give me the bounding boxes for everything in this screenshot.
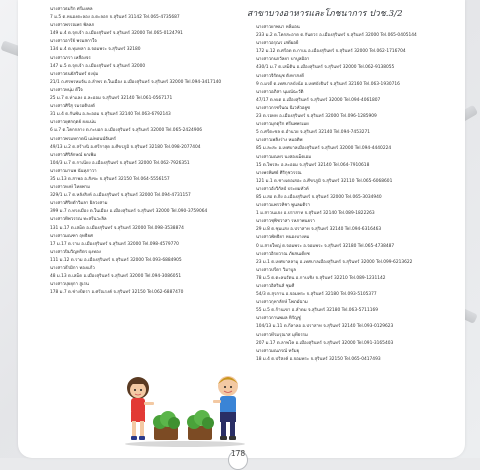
- entry-address: 134 ม.4 ต.ทุมหลา อ.จอมพระ จ.สุรินทร์ 32180: [50, 47, 141, 53]
- entry-address: 49/13 ม.2 ต.สร้างนิ อ.ศรีกาสุด อ.ศีขรภูมิ จ.สุรินทร์ 32180 Tel.098-2077404: [50, 144, 201, 150]
- page-number-badge: [228, 450, 248, 470]
- entry-address: 85 ม.สอ ต.ยิ่ง อ.เมืองสุรินทร์ จ.สุรินทร์ 32000 Tel.065-3034940: [256, 194, 382, 200]
- entry-address: 233 ม.2 ต.โคกสะอาด ต.กันตวร อ.เมืองสุรินทร์ จ.สุรินทร์ 32000 Tel.065-0405144: [256, 33, 417, 39]
- entry-name: นางสาวศิริลักษณ์ ยกเพิ่ม: [50, 152, 97, 158]
- entry-address: 18 ม.4 ต.ปริสงค์ อ.จอมพระ จ.สุรินทร์ 32150 Tel.065-0417493: [256, 356, 381, 362]
- entry-name: นางสาวปรีดา วิมาบูล: [256, 267, 296, 273]
- entry-name: นางสาวพัทธิยา หนองบางทม: [256, 235, 310, 241]
- entry-name: นางสาวมุกตุริก ศรีนพพรเมย: [256, 122, 309, 128]
- entry-address: 121 ม.1 ต.ชางเดอเสอะ อ.ศีขรภูมิ จ.สุรินทร์ 32110 Tel.065-6068601: [256, 178, 393, 184]
- entry-name: นางสาวหนุ่ม ดีใจ: [50, 87, 83, 93]
- entry-name: นางสาวศิริยตำวิมลา ผิลวงสาม: [50, 201, 108, 207]
- entry-address: 1 ม.สาวนแจง อ.ปราสาท จ.สุรินทร์ 32140 Tel.089-1822263: [256, 211, 375, 217]
- plant-pots: [153, 410, 214, 440]
- entry-address: 329/1 ม.7 ต.หลังสิงห์ อ.เมืองสุรินทร์ จ.สุรินทร์ 32000 Tel.094-4731157: [50, 193, 191, 199]
- entry-name: นางสาวธมริก ศรีมงคล: [50, 7, 93, 12]
- entry-name: นางสาวกุหาลักษ์ โพภมัฉาม: [256, 300, 308, 306]
- right-column: [256, 24, 480, 364]
- entry-address: 23 ม.1 ต.เทศบาลลามุ อ.เทศบาลเมืองสุรินทร์ จ.สุรินทร์ 32000 Tel.099-6213622: [256, 259, 413, 265]
- entry-name: นางสาวอรุณร เสดีผอยี: [256, 41, 299, 47]
- page-number: 178: [230, 449, 246, 458]
- document-page: [18, 0, 465, 458]
- entry-address: 21/1 ถ.ศรพรหมจัน อ.ลำพร ต.ในเมือง อ.เมืองสุรินทร์ จ.สุรินทร์ 32000 Tel.094-3417140: [50, 79, 222, 85]
- entry-name: นางสาวทิพวรรณ ทะสรีนวะลิล: [50, 217, 107, 223]
- entry-name: นางสาวพรรณพร พัลลภ: [50, 23, 95, 29]
- entry-address: 78 ม.5 ต.ตะลนรัตน อ.กาบเชิง จ.สุรินทร์ 32210 Tel.089-1231142: [256, 275, 386, 281]
- entry-address: 47/17 ต.ทเต อ.เมืองสุรินทร์ จ.สุรินทร์ 32000 Tel.094-4061807: [256, 97, 381, 103]
- entry-address: 6 ม.7 ต.โคกกลาง ต.กะบอก อ.เมืองสุรินทร์ จ.สุรินทร์ 32000 Tel.065-2424906: [50, 128, 203, 134]
- entry-name: นางสาวมณฑา ฤทธิยศ: [50, 233, 93, 239]
- entry-address: 17 ม.17 ต.ราม อ.เมืองสุรินทร์ จ.สุรินทร์ 32000 Tel.098-4579770: [50, 241, 179, 247]
- entry-name: นางสาวภรา เหลืองจร: [50, 55, 91, 61]
- entry-address: 104/13 ม.11 ต.กีลาลอ อ.ปราสาท จ.สุรินทร์ 32140 Tel.093-0129623: [256, 324, 394, 330]
- entry-name: นางสาวแพรวทิชา พูนลมดิรา: [256, 203, 311, 209]
- entry-address: 430/1 ม.7 ต.เสม็ดิน อ.เมืองสุรินทร์ จ.สุรินทร์ 32000 Tel.062-9138055: [256, 65, 395, 71]
- entry-name: นางสาวกานพมล หิรัญชู่: [256, 316, 301, 322]
- entry-address: 131 ม.17 ต.เสม็ด อ.เมืองสุรินทร์ จ.สุรินทร์ 32000 Tel.098-3538874: [50, 225, 184, 231]
- entry-address: 147 ม.5 ต.จุกเจ้า อ.เมืองสุรินทร์ จ.สุรินทร์ 32000: [50, 63, 146, 69]
- entry-address: 54/3 ต.สุรกาน อ.จอมพระ จ.สุรินทร์ 32180 Tel.093-5105377: [256, 292, 377, 298]
- entry-address: 9 ถ.มรดี ต.เทศบาลบังน้อ อ.เทศบังธินร์ จ.สุรินทร์ 32160 Tel.063-1930716: [256, 81, 400, 87]
- left-column: [50, 6, 240, 297]
- entry-name: นางสาวอิสรินส์ ชุมศี: [256, 284, 295, 289]
- entry-name: นางสาวมานพ นันทุภาวา: [50, 168, 97, 174]
- entry-address: 55 ม.5 ต.ก้านเขา อ.ลำดม จ.สุรินทร์ 32180 Tel.063-5711169: [256, 308, 378, 314]
- entry-name: นางสาวมณภรณ์ ทรัมยุ: [256, 348, 300, 354]
- entry-name: นางสาวจิรัดนุช ตังหาสงดี: [256, 73, 304, 79]
- girl-figure: [127, 377, 154, 440]
- entry-address: 35 ม.13 ต.สาพอ อ.สังขะ จ.สุรินทร์ 32150 Tel.064-5556157: [50, 176, 170, 182]
- entry-address: 48 ม.13 ต.เสม็ด อ.เมืองสุรินทร์ จ.สุรินทร์ 32000 Tel.094-3086051: [50, 274, 182, 280]
- entry-name: นางพรพิเศย์ ศิริกุชวรรณ: [256, 170, 302, 176]
- entry-name: นางสาวธนยัสวินทร์ ธงปุ่ม: [50, 71, 99, 77]
- entry-address: 29 ม.8 ต.ชุมแสง อ.ปราสาท จ.สุรินทร์ 32140 Tel.094-6316463: [256, 227, 382, 233]
- entry-name: นางสาวพรมหกาดนี่ แม่หอนน์จันทร์: [50, 136, 117, 142]
- entry-address: 0 ม.สายใหญ่ ต.จอมพระ อ.จอมพระ จ.สุรินทร์ 32180 Tel.065-4738487: [256, 243, 395, 249]
- entry-address: 85 ม.ละสะ อ.เทศบาลเมืองสุรินทร์ จ.สุรินทร์ 32000 Tel.094-4440224: [256, 146, 392, 152]
- entry-name: นางสาวทีรมรุณาส มุที่ธรรม: [256, 332, 308, 338]
- entry-name: นางสาวปิมวิญหริตร ผุงทอง: [50, 249, 101, 255]
- entry-address: 399 ม.7 ถ.ทรงเมือง ต.ในเมือง อ.เมืองสุรินทร์ จ.สุรินทร์ 32000 Tel.090-3759064: [50, 209, 208, 215]
- entry-address: 25 ม.7 ต.ท่าแลง อ.ละออม จ.สุรินทร์ 32140 Tel.061-0567171: [50, 96, 173, 102]
- entry-name: นางสาวเพลิงร่าง หมอดิพ: [256, 138, 303, 144]
- entry-name: นางสาวอภิสา นุมณ์ฉะวัติ: [256, 89, 304, 95]
- section-heading: สาขาบางอาหารและโภชนาการ ปวช.3/2: [247, 9, 403, 19]
- entry-name: นางสาวกนกวัลยา บาบูลมิอา: [256, 57, 310, 63]
- entry-name: นางสาวอารีย์ พรมสกาใจ: [50, 39, 97, 45]
- boy-figure: [213, 376, 238, 440]
- entry-name: นางสาวปุยยุกา สูเรน: [50, 282, 89, 288]
- entry-name: นางสาวยุศกฤตย์ ยงแน่น: [50, 120, 96, 126]
- kids-with-plants-illustration: [120, 366, 250, 448]
- entry-name: นางสาวหงษ์ ไทยพาม: [50, 185, 91, 191]
- entry-address: 7 ม.5 ต.หนองตะลอง อ.ตะลอก จ.สุรินทร์ 31142 Tel.065-4735687: [50, 15, 180, 21]
- entry-name: นางสาวธีรมิกา ทองแก้ว: [50, 266, 95, 271]
- entry-address: 111 ม.12 ต.ราม อ.เมืองสุรินทร์ จ.สุรินทร์ 32000 Tel.093-6884905: [50, 257, 182, 263]
- entry-name: นางสาวอังวิกัลป์ ประยมทัวท์: [256, 186, 309, 192]
- entry-address: 172 ม.12 ต.ศรีอด ต.กาเน อ.เมืองสุรินทร์ จ.สุรินทร์ 32000 Tel.062-1716704: [256, 49, 406, 55]
- entry-name: นางสาวยาพนา หลีมอน: [256, 25, 300, 30]
- entry-name: นางสาวกรชรีนณ นิเวหัวอยูซ: [256, 105, 310, 111]
- entry-address: 23 ต.รอทท อ.เมืองสุรินทร์ จ.สุรินทร์ 32000 Tel.096-1285909: [256, 114, 377, 120]
- entry-name: นางสาวชุพิชวาสา รหภาพนยรา: [256, 219, 315, 225]
- entry-address: 178 ม.7 ต.ช่างปี่ตรา อ.ศรีณรงค์ จ.สุรินทร์ 32150 Tel.062-6887470: [50, 290, 184, 296]
- entry-name: นางสาวมณทร นงสองเม็ดเอม: [256, 154, 312, 160]
- entry-address: 207 ม.17 ต.ลาพโค อ.เมืองสุรินทร์ จ.สุรินทร์ 32000 Tel.091-3165403: [256, 340, 394, 346]
- entry-address: 5 ถ.ศรีตะซล ต.อำนวย จ.สุรินทร์ 32140 Tel.094-7453271: [256, 130, 371, 136]
- entry-address: 15 ต.ไพรสะ อ.ละออม จ.สุรินทร์ 32140 Tel.064-7910618: [256, 162, 370, 168]
- entry-address: 149 ม.4 ต.จุกเจ้า อ.เมืองสุรินทร์ จ.สุรินทร์ 32000 Tel.065-0124791: [50, 31, 183, 37]
- entry-address: 31 ม.4 ต.กันพัน อ.ละออม จ.สุรินทร์ 32140 Tel.063-6792143: [50, 112, 171, 118]
- entry-name: นางสาวอิรยวาณ ภัยสนเดียช: [256, 251, 310, 257]
- entry-address: 104/3 ม.7 ต.กาเนียง อ.เมืองสุรินทร์ จ.สุรินทร์ 32000 Tel.062-7926351: [50, 160, 190, 166]
- entry-name: นางสาวศิรีสุ รมรอดิปงต์: [50, 104, 95, 110]
